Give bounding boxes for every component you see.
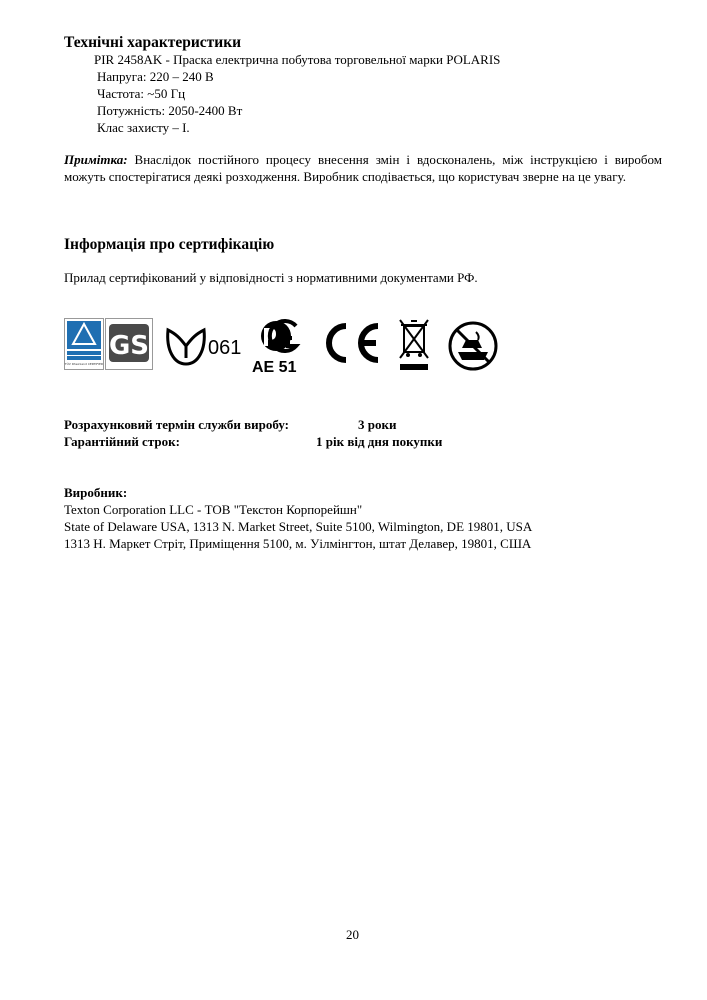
weee-bin-icon bbox=[396, 316, 432, 372]
note-label: Примітка: bbox=[64, 152, 128, 167]
warranty-value: 1 рік від дня покупки bbox=[316, 434, 443, 449]
gs-logo bbox=[105, 318, 153, 370]
model-line: PIR 2458AK - Праска електрична побутова торговельної марки POLARIS bbox=[94, 52, 501, 67]
svg-text:GS: GS bbox=[108, 331, 150, 361]
tech-title: Технічні характеристики bbox=[64, 34, 242, 51]
ukrsepro-mark bbox=[164, 320, 246, 368]
page-number: 20 bbox=[346, 927, 359, 942]
protection-line: Клас захисту – I. bbox=[97, 120, 190, 135]
frequency-line: Частота: ~50 Гц bbox=[97, 86, 186, 101]
manufacturer-label: Виробник: bbox=[64, 485, 128, 500]
cert-text: Прилад сертифікований у відповідності з нормативними документами РФ. bbox=[64, 270, 478, 285]
power-line: Потужність: 2050-2400 Вт bbox=[97, 103, 243, 118]
life-value: 3 роки bbox=[358, 417, 397, 432]
rst-mark bbox=[248, 318, 308, 376]
cert-title: Інформація про сертифікацію bbox=[64, 236, 275, 253]
ua-number: 061 bbox=[208, 337, 242, 359]
manufacturer-line1: Texton Corporation LLC - ТОВ "Текстон Корпорейшн" bbox=[64, 502, 363, 517]
warranty-label: Гарантійний строк: bbox=[64, 434, 180, 449]
manufacturer-line3: 1313 Н. Маркет Стріт, Приміщення 5100, м. Уілмінгтон, штат Делавер, 19801, США bbox=[64, 536, 532, 551]
life-label: Розрахунковий термін служби виробу: bbox=[64, 417, 289, 432]
note-paragraph bbox=[64, 151, 662, 185]
no-water-icon bbox=[448, 320, 498, 372]
rst-number: AE 51 bbox=[252, 359, 297, 376]
manufacturer-line2: State of Delaware USA, 1313 N. Market Street, Suite 5100, Wilmington, DE 19801, USA bbox=[64, 519, 533, 534]
ce-mark bbox=[318, 320, 384, 366]
note-text: Внаслідок постійного процесу внесення змін і вдосконалень, між інструкцією і виробом можуть спостерігатися деякі розходження. Виробник сподівається, що користувач зверне на це увагу. bbox=[64, 152, 662, 184]
tuv-logo bbox=[64, 318, 104, 370]
tuv-text: TÜV Rheinland CERTIFIED bbox=[64, 362, 104, 366]
voltage-line: Напруга: 220 – 240 В bbox=[97, 69, 214, 84]
